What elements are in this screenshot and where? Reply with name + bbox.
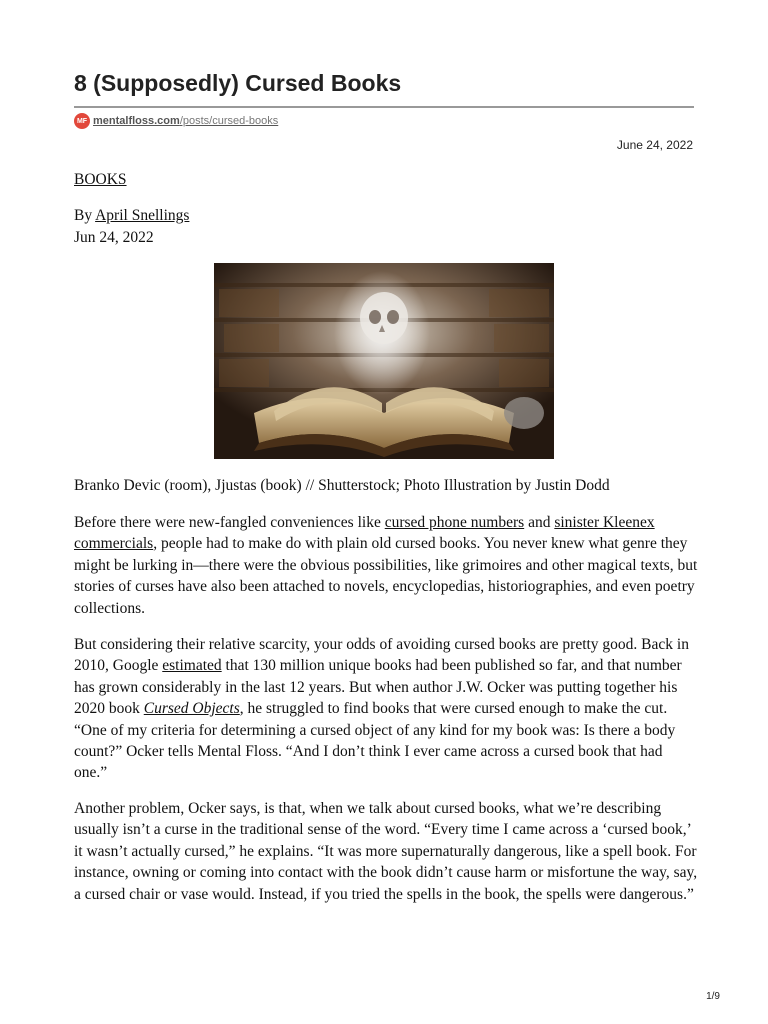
p1-text-3: , people had to make do with plain old cursed books. You never knew what genre they might be lurking in—there were the obvious possibilities, like grimoires and other magical texts, but stories of curses have also been attached to novels, encyclopedias, historiographies, and even poetry collections. <box>74 535 698 617</box>
p2-text-1: But considering their relative scarcity, your odds of avoiding cursed books are pretty good. Back in 2010, Google <box>74 636 689 675</box>
hero-image <box>214 263 554 459</box>
publish-date: Jun 24, 2022 <box>74 229 154 246</box>
saved-date: June 24, 2022 <box>616 138 693 152</box>
title-divider <box>74 106 694 108</box>
cursed-phone-numbers-link[interactable]: cursed phone numbers <box>384 514 525 531</box>
image-caption: Branko Devic (room), Jjustas (book) // Shutterstock; Photo Illustration by Justin Dodd <box>74 477 610 494</box>
source-host: mentalfloss.com <box>93 115 180 127</box>
p2-text-3: , he struggled to find books that were cursed enough to make the cut. “One of my criteria for determining a cursed object of any kind for my book was: Is there a body count?” Ocker tells Mental Floss. “And I don’t think I ever came across a cursed book that had one.” <box>74 700 676 782</box>
author-link[interactable]: April Snellings <box>95 207 190 224</box>
paragraph-2 <box>74 634 699 784</box>
paragraph-1 <box>74 512 699 619</box>
mentalfloss-logo-icon: MF <box>74 113 90 129</box>
cursed-objects-link[interactable]: Cursed Objects <box>143 700 240 718</box>
source-path: /posts/cursed-books <box>179 115 279 127</box>
source-url[interactable] <box>93 115 278 127</box>
sinister-kleenex-link[interactable]: sinister Kleenex commercials <box>74 514 655 553</box>
p1-text-2: and <box>524 514 555 531</box>
category-link[interactable]: BOOKS <box>74 171 127 188</box>
paragraph-3: Another problem, Ocker says, is that, when we talk about cursed books, what we’re describing usually isn’t a curse in the traditional sense of the word. “Every time I came across a ‘cursed book,’ it wasn’t actually cursed,” he explains. “It was more supernaturally dangerous, like a spell book. For instance, owning or coming into contact with the book didn’t cause harm or misfortune the way, say, a cursed chair or vase would. Instead, if you tried the spells in the book, the spells were dangerous.” <box>74 800 698 903</box>
article-title: 8 (Supposedly) Cursed Books <box>74 70 402 96</box>
estimated-link[interactable]: estimated <box>162 657 222 675</box>
page-number: 1/9 <box>706 991 720 1002</box>
source-link-row[interactable] <box>74 113 278 129</box>
byline <box>74 205 189 226</box>
p2-text-2: that 130 million unique books had been published so far, and that number has grown considerably in the last 12 years. But when author J.W. Ocker was putting together his 2020 book <box>74 657 682 718</box>
p1-text-1: Before there were new-fangled conveniences like <box>74 514 385 531</box>
byline-prefix: By <box>74 207 96 224</box>
